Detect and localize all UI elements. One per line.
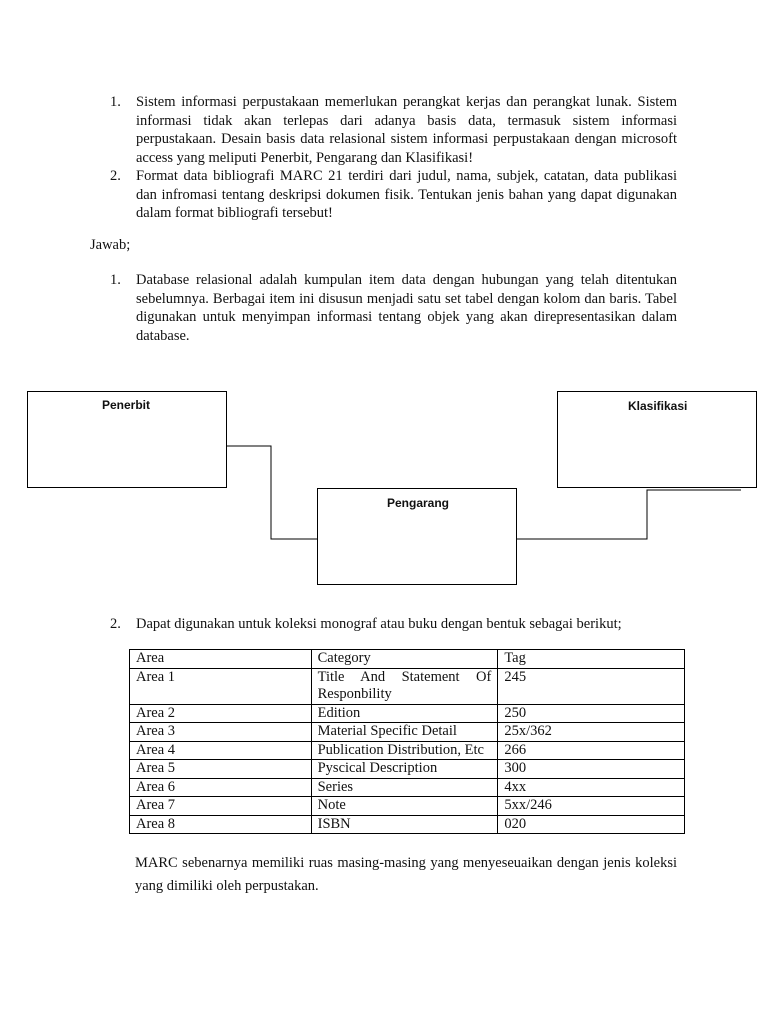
table-cell: Area 7 [130,797,312,816]
answer-2 [110,615,677,634]
table-row [130,741,685,760]
penerbit-label: Penerbit [102,398,151,412]
table-row [130,723,685,742]
table-cell: ISBN [311,815,498,834]
table-row [130,797,685,816]
table-cell: Edition [311,704,498,723]
table-cell: 020 [498,815,685,834]
answer-number: 2. [110,616,121,632]
table-cell: Area 2 [130,704,312,723]
table-cell: Area 3 [130,723,312,742]
table-cell: 245 [498,668,685,704]
answer-text: Database relasional adalah kumpulan item data dengan hubungan yang telah ditentukan sebelumnya. Berbagai item ini disusun menjadi satu set tabel dengan kolom dan baris. Tabel digunakan untuk menyimpan informasi tentang objek yang akan direpresentasikan dalam database. [136,272,677,344]
table-cell: 25x/362 [498,723,685,742]
table-cell: 300 [498,760,685,779]
table-row [130,760,685,779]
table-cell: Area 8 [130,815,312,834]
answer-number: 1. [110,272,121,288]
table-row [130,815,685,834]
pengarang-label: Pengarang [387,496,450,510]
answer-text: Dapat digunakan untuk koleksi monograf atau buku dengan bentuk sebagai berikut; [136,616,622,632]
table-cell: Area 5 [130,760,312,779]
table-cell: 4xx [498,778,685,797]
table-cell: Note [311,797,498,816]
header-cell: Tag [498,650,685,669]
table-cell: Publication Distribution, Etc [311,741,498,760]
closing-paragraph: MARC sebenarnya memiliki ruas masing-masing yang menyeseuaikan dengan jenis koleksi yang dimiliki oleh perpustakan. [135,855,677,894]
table-row [130,704,685,723]
question-text: Format data bibliografi MARC 21 terdiri dari judul, nama, subjek, catatan, data publikasi dan infromasi tentang deskripsi dokumen fisik. Tentukan jenis bahan yang dapat digunakan dalam format bibliografi tersebut! [136,168,677,221]
header-cell: Category [311,650,498,669]
table-cell: 250 [498,704,685,723]
table-cell: 5xx/246 [498,797,685,816]
table-cell: Pyscical Description [311,760,498,779]
table-cell: Material Specific Detail [311,723,498,742]
table-row [130,778,685,797]
table-cell: 266 [498,741,685,760]
jawab-label: Jawab; [90,237,131,253]
question-number: 1. [110,94,121,110]
table-cell: Area 6 [130,778,312,797]
question-text: Sistem informasi perpustakaan memerlukan perangkat kerjas dan perangkat lunak. Sistem informasi tidak akan terlepas dari adanya basis data, termasuk sistem informasi perpustakaan. Desain basis data relasional sistem informasi perpustakaan dengan microsoft access yang meliputi Penerbit, Pengarang dan Klasifikasi! [136,94,677,166]
category-text: Title And Statement Of Responbility [317,668,492,702]
table-cell: Area 1 [130,668,312,704]
header-cell: Area [130,650,312,669]
table-cell: Area 4 [130,741,312,760]
table-row [130,668,685,704]
table-cell: Series [311,778,498,797]
marc-area-table [129,649,685,834]
klasifikasi-label: Klasifikasi [628,399,688,413]
table-header-row [130,650,685,669]
table-cell [311,668,498,704]
question-number: 2. [110,168,121,184]
